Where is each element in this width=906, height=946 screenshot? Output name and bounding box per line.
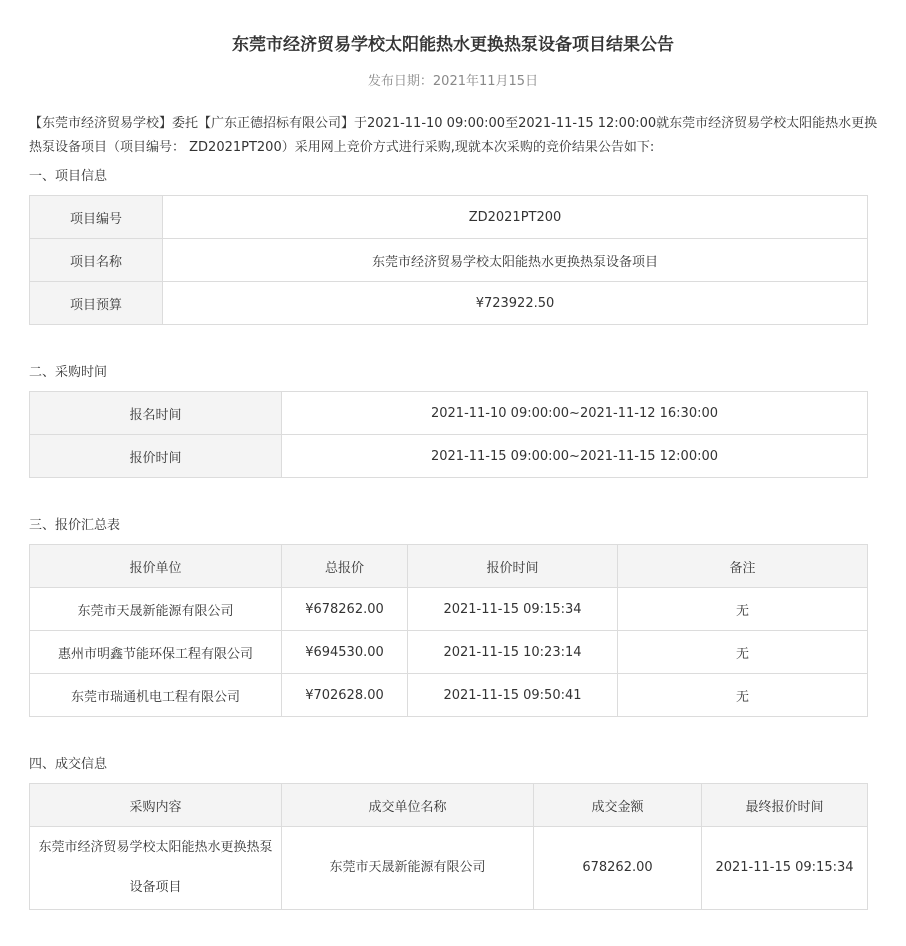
column-header: 总报价 — [282, 545, 408, 588]
cell-remark: 无 — [618, 588, 868, 631]
column-header: 报价单位 — [30, 545, 282, 588]
column-header: 报价时间 — [408, 545, 618, 588]
column-header: 成交金额 — [534, 784, 702, 827]
row-value: ¥723922.50 — [163, 282, 868, 325]
table-header-row — [30, 545, 868, 588]
section-heading-deal-info: 四、成交信息 — [29, 757, 108, 772]
row-value: 2021-11-15 09:00:00~2021-11-15 12:00:00 — [282, 435, 868, 478]
row-value: 东莞市经济贸易学校太阳能热水更换热泵设备项目 — [163, 239, 868, 282]
cell-quote-time: 2021-11-15 09:15:34 — [408, 588, 618, 631]
cell-winning-bidder: 东莞市天晟新能源有限公司 — [282, 827, 534, 910]
purchase-time-table — [29, 391, 868, 478]
cell-remark: 无 — [618, 631, 868, 674]
table-row — [30, 282, 868, 325]
intro-paragraph: 【东莞市经济贸易学校】委托【广东正德招标有限公司】于2021-11-10 09:00:00至2021-11-15 12:00:00就东莞市经济贸易学校太阳能热水更换热泵设备项目（项目编号： ZD2021PT200）采用网上竞价方式进行采购,现就本次采购的竞价结果公告如下: — [29, 116, 878, 155]
section-heading-purchase-time: 二、采购时间 — [29, 365, 108, 380]
cell-quote-time: 2021-11-15 09:50:41 — [408, 674, 618, 717]
cell-final-quote-time: 2021-11-15 09:15:34 — [702, 827, 868, 910]
table-header-row — [30, 784, 868, 827]
row-label: 项目编号 — [30, 196, 163, 239]
table-row — [30, 196, 868, 239]
cell-bidder: 东莞市瑞通机电工程有限公司 — [30, 674, 282, 717]
cell-bidder: 惠州市明鑫节能环保工程有限公司 — [30, 631, 282, 674]
row-label: 项目名称 — [30, 239, 163, 282]
quote-summary-table — [29, 544, 868, 717]
column-header: 备注 — [618, 545, 868, 588]
row-value: ZD2021PT200 — [163, 196, 868, 239]
page-title: 东莞市经济贸易学校太阳能热水更换热泵设备项目结果公告 — [232, 35, 674, 55]
table-row — [30, 435, 868, 478]
row-value: 2021-11-10 09:00:00~2021-11-12 16:30:00 — [282, 392, 868, 435]
section-heading-project-info: 一、项目信息 — [29, 169, 108, 184]
cell-quote-time: 2021-11-15 10:23:14 — [408, 631, 618, 674]
cell-deal-amount: 678262.00 — [534, 827, 702, 910]
column-header: 成交单位名称 — [282, 784, 534, 827]
table-row — [30, 827, 868, 910]
row-label: 项目预算 — [30, 282, 163, 325]
table-row — [30, 392, 868, 435]
table-row — [30, 631, 868, 674]
table-row — [30, 239, 868, 282]
cell-total-price: ¥694530.00 — [282, 631, 408, 674]
column-header: 最终报价时间 — [702, 784, 868, 827]
cell-remark: 无 — [618, 674, 868, 717]
cell-purchase-content: 东莞市经济贸易学校太阳能热水更换热泵设备项目 — [30, 827, 282, 910]
section-heading-quote-summary: 三、报价汇总表 — [29, 518, 121, 533]
deal-info-table — [29, 783, 868, 910]
table-row — [30, 588, 868, 631]
row-label: 报名时间 — [30, 392, 282, 435]
column-header: 采购内容 — [30, 784, 282, 827]
project-info-table — [29, 195, 868, 325]
cell-bidder: 东莞市天晟新能源有限公司 — [30, 588, 282, 631]
publish-date: 发布日期：2021年11月15日 — [367, 74, 539, 89]
table-row — [30, 674, 868, 717]
cell-total-price: ¥678262.00 — [282, 588, 408, 631]
row-label: 报价时间 — [30, 435, 282, 478]
cell-total-price: ¥702628.00 — [282, 674, 408, 717]
